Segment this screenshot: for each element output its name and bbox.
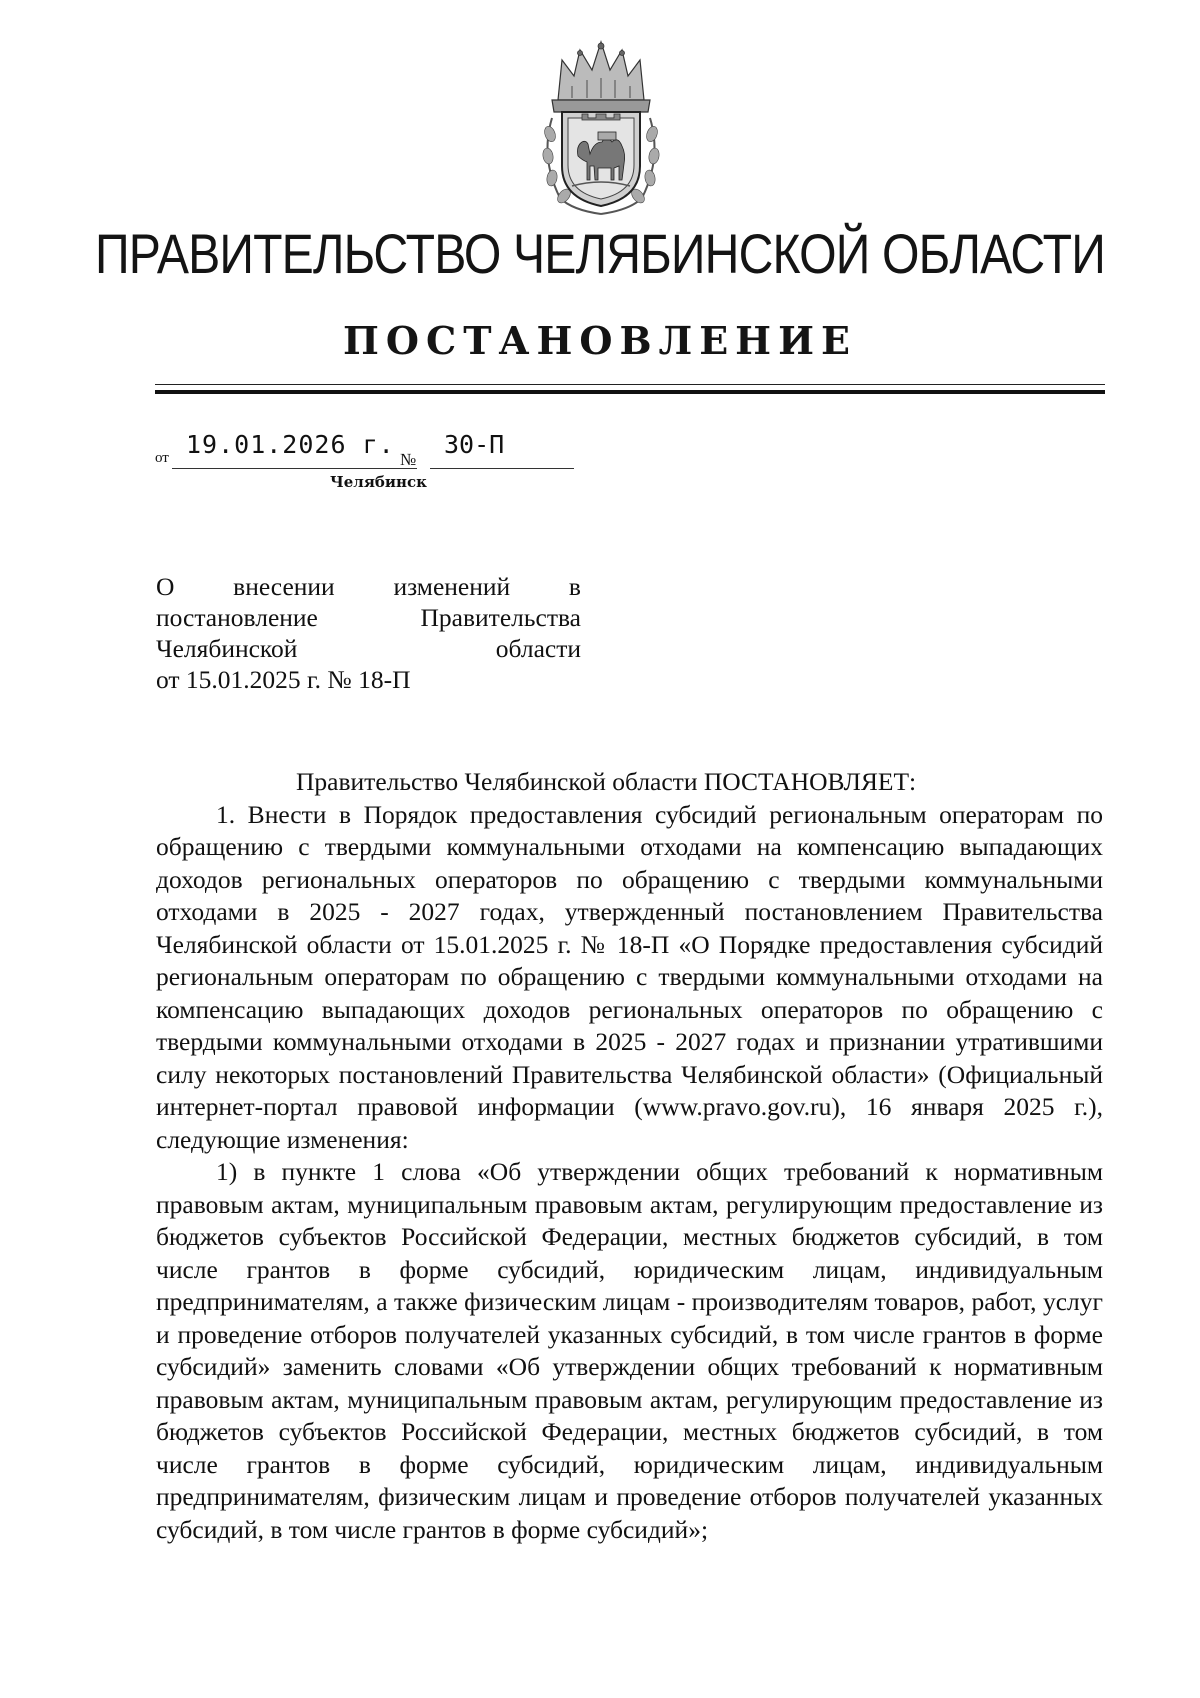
paragraph-subitem-1: 1) в пункте 1 слова «Об утверждении общих требований к нормативным правовым актам, муниципальным правовым актам, регулирующим предоставление из бюджетов субъектов Российской Федерации, местных бюджетов субсидий, в том числе грантов в форме субсидий, юридическим лицам, индивидуальным предпринимателям, а также физическим лицам - производителям товаров, работ, услуг и проведение отборов получателей указанных субсидий, в том числе грантов в форме субсидий» заменить словами «Об утверждении общих требований к нормативным правовым актам, муниципальным правовым актам, регулирующим предоставление из бюджетов субъектов Российской Федерации, местных бюджетов субсидий, в том числе грантов в форме субсидий, юридическим лицам, индивидуальным предпринимателям, физическим лицам и проведение отборов получателей указанных субсидий, в том числе грантов в форме субсидий»; [156,1157,1103,1544]
subject-line [156,571,581,602]
subject-line [156,633,581,664]
government-title: ПРАВИТЕЛЬСТВО ЧЕЛЯБИНСКОЙ ОБЛАСТИ [95,222,1105,285]
subject-word: О [156,572,175,601]
subject-word: Правительства [420,603,581,632]
header-divider-thin [155,384,1105,385]
subject-line [156,602,581,633]
city-name: Челябинск [330,473,427,491]
date-underline [172,468,417,469]
header-divider-thick [155,390,1105,394]
subject-word: Челябинской [156,634,298,663]
subject-word: постановление [156,603,318,632]
date-label: от [155,450,169,466]
subject-word: изменений [393,572,511,601]
document-date: 19.01.2026 г. [186,430,395,459]
document-type-title: ПОСТАНОВЛЕНИЕ [343,318,857,363]
subject-word: внесении [233,572,335,601]
number-underline [430,468,574,469]
subject-word: области [495,634,581,663]
document-number: 30-П [444,430,505,459]
subject-word: в [568,572,581,601]
document-body [156,766,1103,1546]
document-subject [156,571,581,695]
number-label: № [400,450,417,469]
paragraph-item-1: 1. Внести в Порядок предоставления субсидий региональным операторам по обращению с твердыми коммунальными отходами на компенсацию выпадающих доходов региональных операторов по обращению с твердыми коммунальными отходами в 2025 - 2027 годах, утвержденный постановлением Правительства Челябинской области от 15.01.2025 г. № 18-П «О Порядке предоставления субсидий региональным операторам по обращению с твердыми коммунальными отходами на компенсацию выпадающих доходов региональных операторов по обращению с твердыми коммунальными отходами в 2025 - 2027 годах и признании утратившими силу некоторых постановлений Правительства Челябинской области» (Официальный интернет-портал правовой информации (www.pravo.gov.ru), 16 января 2025 г.), следующие изменения: [156,799,1103,1154]
chelyabinsk-coat-of-arms-icon [542,38,660,216]
resolution-clause: Правительство Челябинской области ПОСТАНОВЛЯЕТ: [296,767,917,796]
subject-line: от 15.01.2025 г. № 18-П [156,665,411,694]
